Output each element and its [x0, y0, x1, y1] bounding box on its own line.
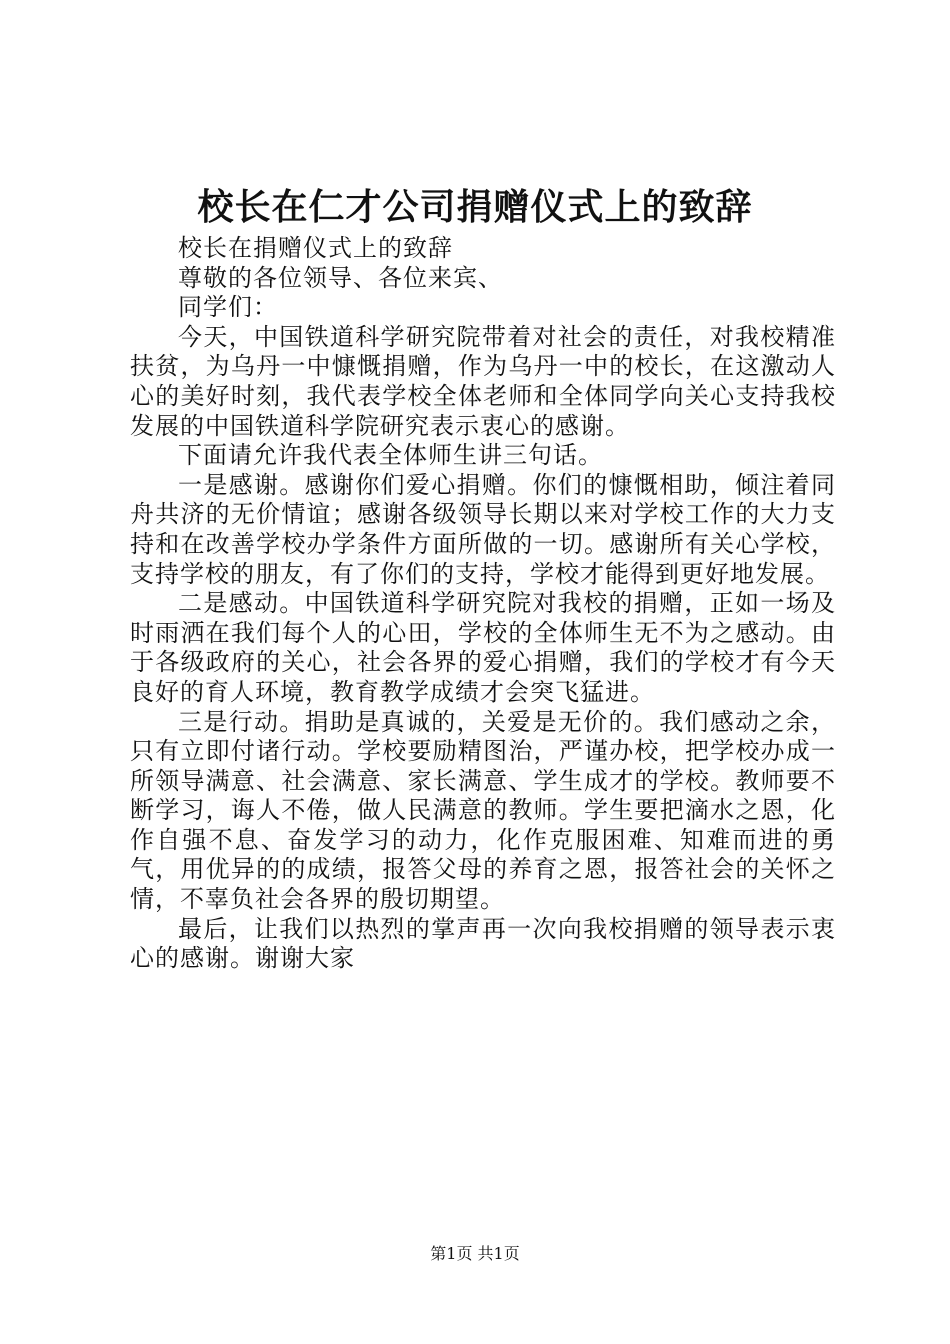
page-footer: 第1页 共1页 — [430, 1244, 520, 1263]
paragraph-salutation-students: 同学们： — [178, 293, 278, 322]
paragraph-intro: 下面请允许我代表全体师生讲三句话。 — [178, 441, 603, 470]
paragraph-closing: 最后，让我们以热烈的掌声再一次向我校捐赠的领导表示衷心的感谢。谢谢大家 — [130, 914, 836, 973]
paragraph-subtitle: 校长在捐赠仪式上的致辞 — [178, 234, 453, 262]
paragraph-salutation: 尊敬的各位领导、各位来宾、 — [178, 263, 503, 292]
document-body — [130, 234, 836, 974]
paragraph-moved: 二是感动。中国铁道科学研究院对我校的捐赠，正如一场及时雨洒在我们每个人的心田，学校的全体师生无不为之感动。由于各级政府的关心，社会各界的爱心捐赠，我们的学校才有今天良好的育人环境，教育教学成绩才会突飞猛进。 — [130, 589, 836, 706]
document-title: 校长在仁才公司捐赠仪式上的致辞 — [197, 186, 753, 228]
paragraph-action: 三是行动。捐助是真诚的，关爱是无价的。我们感动之余，只有立即付诸行动。学校要励精图治，严谨办校，把学校办成一所领导满意、社会满意、家长满意、学生成才的学校。教师要不断学习，诲人不倦，做人民满意的教师。学生要把滴水之恩，化作自强不息、奋发学习的动力，化作克服困难、知难而进的勇气，用优异的的成绩，报答父母的养育之恩，报答社会的关怀之情，不辜负社会各界的殷切期望。 — [130, 707, 836, 914]
paragraph-thanks: 一是感谢。感谢你们爱心捐赠。你们的慷慨相助，倾注着同舟共济的无价情谊；感谢各级领导长期以来对学校工作的大力支持和在改善学校办学条件方面所做的一切。感谢所有关心学校，支持学校的朋友，有了你们的支持，学校才能得到更好地发展。 — [130, 470, 836, 588]
paragraph-opening: 今天，中国铁道科学研究院带着对社会的责任，对我校精准扶贫，为乌丹一中慷慨捐赠，作为乌丹一中的校长，在这激动人心的美好时刻，我代表学校全体老师和全体同学向关心支持我校发展的中国铁道科学院研究表示衷心的感谢。 — [130, 322, 836, 440]
